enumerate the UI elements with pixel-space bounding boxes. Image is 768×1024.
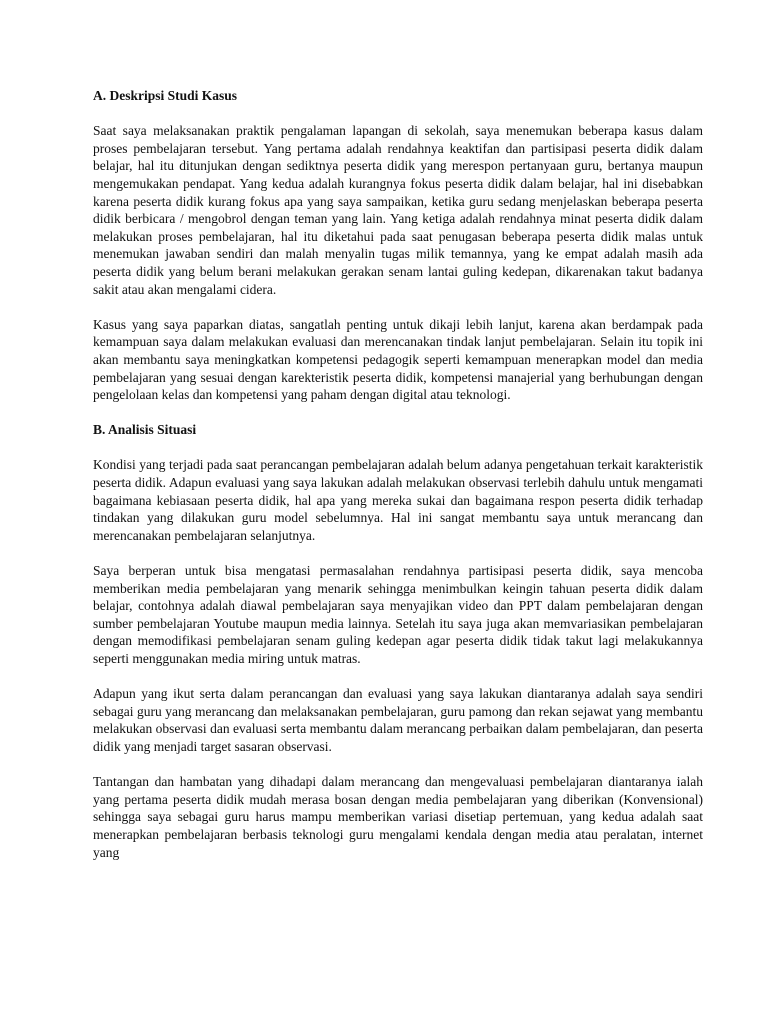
spacer: [93, 668, 703, 686]
section-b-paragraph-4: Tantangan dan hambatan yang dihadapi dalam merancang dan mengevaluasi pembelajaran diantaranya ialah yang pertama peserta didik mudah merasa bosan dengan media pembelajaran yang diberikan (Konvensional) sehingga saya sebagai guru harus mampu memberikan variasi disetiap pertemuan, yang kedua adalah saat menerapkan pembelajaran berbasis teknologi guru mengalami kendala dengan media atau peralatan, internet yang: [93, 774, 703, 860]
spacer: [93, 105, 703, 123]
spacer: [93, 544, 703, 562]
section-b-paragraph-1: Kondisi yang terjadi pada saat perancangan pembelajaran adalah belum adanya pengetahuan terkait karakteristik peserta didik. Adapun evaluasi yang saya lakukan adalah melakukan observasi terlebih dahulu untuk mengamati bagaimana kebiasaan peserta didik, hal apa yang mereka sukai dan bagaimana respon peserta didik terhadap tindakan yang dilakukan guru model sebelumnya. Hal ini sangat membantu saya untuk merancang dan merencanakan pembelajaran selanjutnya.: [93, 457, 703, 543]
spacer: [93, 298, 703, 316]
section-a-paragraph-2: Kasus yang saya paparkan diatas, sangatlah penting untuk dikaji lebih lanjut, karena akan berdampak pada kemampuan saya dalam melakukan evaluasi dan merencanakan tindak lanjut pembelajaran. Selain itu topik ini akan membantu saya meningkatkan kompetensi pedagogik seperti kemampuan menerapkan model dan media pembelajaran yang sesuai dengan karekteristik peserta didik, kompetensi manajerial yang berhubungan dengan pengelolaan kelas dan kompetensi yang paham dengan digital atau teknologi.: [93, 316, 703, 403]
section-b-paragraph-3: Adapun yang ikut serta dalam perancangan dan evaluasi yang saya lakukan diantaranya adalah saya sendiri sebagai guru yang merancang dan melaksanakan pembelajaran, guru pamong dan rekan sejawat yang membantu melakukan observasi dan evaluasi serta membantu dalam merancang perbaikan dalam pembelajaran, dan peserta didik yang menjadi target sasaran observasi.: [93, 686, 703, 754]
section-a-heading: A. Deskripsi Studi Kasus: [93, 88, 238, 103]
section-a-paragraph-1: Saat saya melaksanakan praktik pengalaman lapangan di sekolah, saya menemukan beberapa kasus dalam proses pembelajaran tersebut. Yang pertama adalah rendahnya keaktifan dan partisipasi peserta didik dalam belajar, hal itu ditunjukan dengan sediktnya peserta didik yang merespon pertanyaan guru, bertanya maupun mengemukakan pendapat. Yang kedua adalah kurangnya fokus peserta didik dalam belajar, hal ini disebabkan karena peserta didik kurang fokus apa yang saya sampaikan, ketika guru sedang menjelaskan beberapa peserta didik berbicara / mengobrol dengan teman yang lain. Yang ketiga adalah rendahnya minat peserta didik dalam melakukan proses pembelajaran, hal itu diketahui pada saat penugasan beberapa peserta didik malas untuk menemukan jawaban sendiri dan malah menyalin tugas milik temannya, yang ke empat adalah masih ada peserta didik yang belum berani melakukan gerakan senam lantai guling kedepan, dikarenakan takut badanya sakit atau akan mengalami cidera.: [93, 123, 703, 297]
section-b-heading: B. Analisis Situasi: [93, 422, 197, 438]
spacer: [93, 439, 703, 457]
spacer: [93, 756, 703, 774]
document-page: [93, 87, 703, 861]
section-b-paragraph-2: Saya berperan untuk bisa mengatasi permasalahan rendahnya partisipasi peserta didik, saya mencoba memberikan media pembelajaran yang menarik sehingga menimbulkan keingin tahuan peserta didik dalam belajar, contohnya adalah diawal pembelajaran saya menyajikan video dan PPT dalam pembelajaran dengan sumber pembelajaran Youtube maupun media lainnya. Setelah itu saya juga akan memvariasikan pembelajaran dengan memodifikasi pembelajaran senam guling kedepan agar peserta didik tidak takut lagi melakukannya seperti menggunakan media miring untuk matras.: [93, 563, 703, 666]
spacer: [93, 404, 703, 422]
